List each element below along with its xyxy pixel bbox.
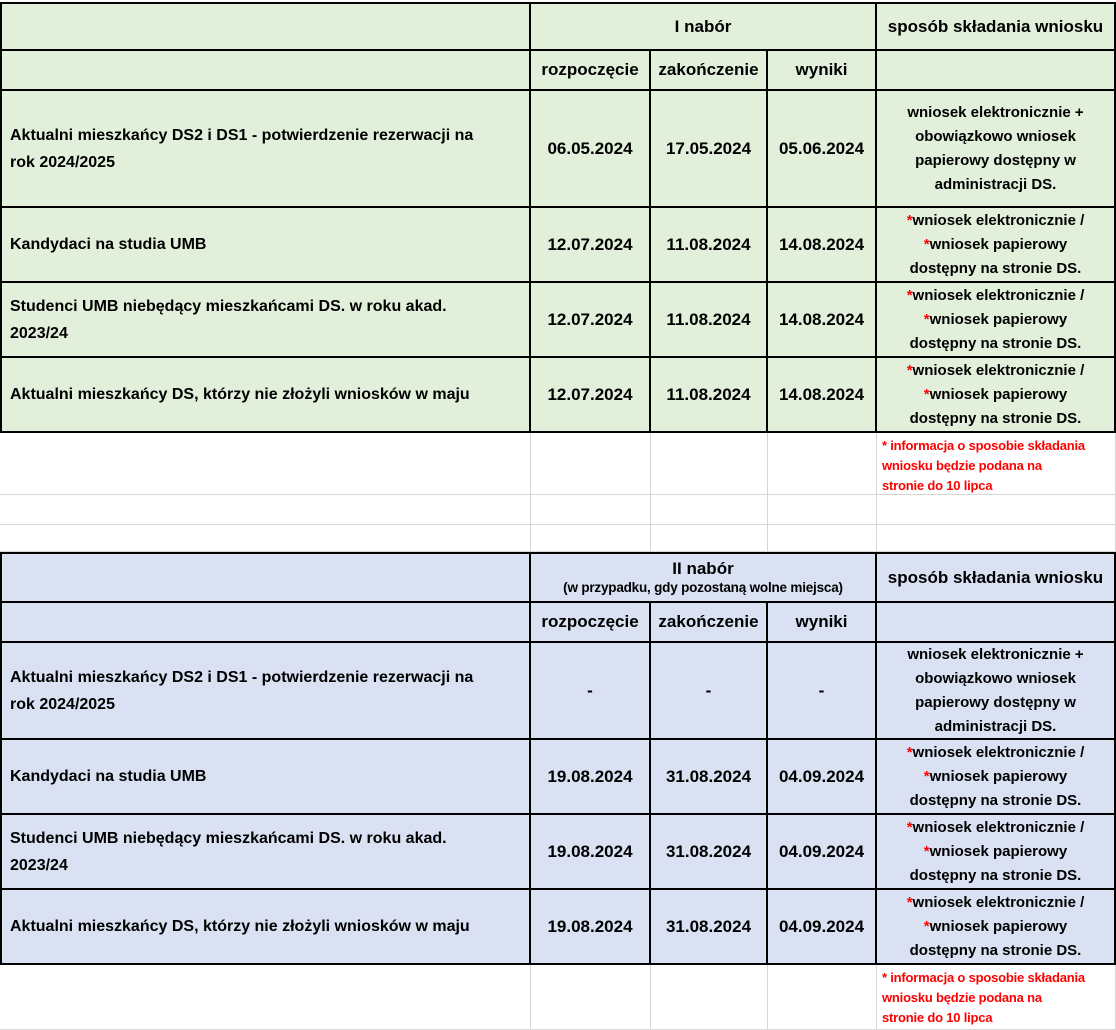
- table-subtitle: (w przypadku, gdy pozostaną wolne miejsca): [563, 580, 843, 595]
- table-row: [0, 208, 1116, 283]
- column-header-zakonczenie: zakończenie: [651, 603, 768, 643]
- table1-body: [0, 91, 1116, 433]
- table-nabor-1: [0, 2, 1116, 433]
- end-date-cell: -: [651, 643, 768, 740]
- end-date-cell: 11.08.2024: [651, 283, 768, 358]
- method-cell: wniosek elektronicznie + obowiązkowo wniosek papierowy dostępny w administracji DS.: [877, 643, 1116, 740]
- note-line: wniosku będzie podana na: [882, 458, 1042, 473]
- end-date-cell: 31.08.2024: [651, 740, 768, 815]
- empty-header-cell: [0, 603, 531, 643]
- header-corner-cell: [0, 552, 531, 603]
- table-title: II nabór: [672, 559, 734, 578]
- table-row: [0, 643, 1116, 740]
- end-date-cell: 11.08.2024: [651, 358, 768, 433]
- red-note-cell: [877, 965, 1116, 1030]
- table1-title-cell: [531, 2, 877, 51]
- start-date-cell: 12.07.2024: [531, 283, 651, 358]
- empty-cell: [768, 525, 877, 552]
- method-cell: *wniosek elektronicznie / *wniosek papierowy dostępny na stronie DS.: [877, 208, 1116, 283]
- table-row: [0, 815, 1116, 890]
- header-corner-cell: [0, 2, 531, 51]
- column-header-wyniki: wyniki: [768, 603, 877, 643]
- table1-header-row-1: [0, 2, 1116, 51]
- table1-header-row-2: [0, 51, 1116, 91]
- note-line: * informacja o sposobie składania: [882, 970, 1085, 985]
- end-date-cell: 31.08.2024: [651, 815, 768, 890]
- note-line: stronie do 10 lipca: [882, 478, 993, 493]
- red-asterisk: *: [906, 286, 913, 304]
- column-header-rozpoczecie: rozpoczęcie: [531, 51, 651, 91]
- start-date-cell: 19.08.2024: [531, 890, 651, 965]
- empty-cell: [768, 495, 877, 525]
- empty-cell: [0, 433, 531, 495]
- table2-body: [0, 643, 1116, 965]
- note-row-1: [0, 433, 1116, 495]
- end-date-cell: 11.08.2024: [651, 208, 768, 283]
- red-asterisk: *: [906, 818, 913, 836]
- note-line: wniosku będzie podana na: [882, 990, 1042, 1005]
- table-row: [0, 358, 1116, 433]
- table-row: [0, 740, 1116, 815]
- empty-cell: [651, 525, 768, 552]
- category-cell: Aktualni mieszkańcy DS, którzy nie złożyli wniosków w maju: [0, 890, 531, 965]
- table-row: [0, 91, 1116, 208]
- column-header-rozpoczecie: rozpoczęcie: [531, 603, 651, 643]
- table-row: [0, 283, 1116, 358]
- empty-cell: [531, 433, 651, 495]
- method-column-header: sposób składania wniosku: [877, 552, 1116, 603]
- empty-cell: [651, 433, 768, 495]
- table2-title-cell: [531, 552, 877, 603]
- results-date-cell: 04.09.2024: [768, 815, 877, 890]
- empty-cell: [531, 495, 651, 525]
- end-date-cell: 17.05.2024: [651, 91, 768, 208]
- empty-cell: [531, 965, 651, 1030]
- category-cell: Studenci UMB niebędący mieszkańcami DS. w roku akad. 2023/24: [0, 283, 531, 358]
- red-asterisk: *: [923, 385, 930, 403]
- red-asterisk: *: [906, 211, 913, 229]
- method-cell: wniosek elektronicznie + obowiązkowo wniosek papierowy dostępny w administracji DS.: [877, 91, 1116, 208]
- empty-cell: [768, 433, 877, 495]
- red-asterisk: *: [906, 743, 913, 761]
- red-asterisk: *: [923, 767, 930, 785]
- empty-cell: [768, 965, 877, 1030]
- red-asterisk: *: [923, 235, 930, 253]
- empty-cell: [531, 525, 651, 552]
- category-cell: Aktualni mieszkańcy DS, którzy nie złożyli wniosków w maju: [0, 358, 531, 433]
- red-asterisk: *: [923, 310, 930, 328]
- results-date-cell: 14.08.2024: [768, 283, 877, 358]
- empty-header-cell: [877, 603, 1116, 643]
- red-note-cell: [877, 433, 1116, 495]
- note-row-2: [0, 965, 1116, 1030]
- empty-cell: [651, 495, 768, 525]
- red-asterisk: *: [906, 361, 913, 379]
- method-column-header: sposób składania wniosku: [877, 2, 1116, 51]
- results-date-cell: -: [768, 643, 877, 740]
- method-cell: *wniosek elektronicznie / *wniosek papierowy dostępny na stronie DS.: [877, 283, 1116, 358]
- table2-header-row-2: [0, 603, 1116, 643]
- empty-cell: [651, 965, 768, 1030]
- table-row: [0, 890, 1116, 965]
- gap-section: [0, 433, 1116, 552]
- empty-cell: [0, 525, 531, 552]
- results-date-cell: 05.06.2024: [768, 91, 877, 208]
- results-date-cell: 04.09.2024: [768, 740, 877, 815]
- start-date-cell: 12.07.2024: [531, 208, 651, 283]
- empty-cell: [877, 525, 1116, 552]
- table2-header-row-1: [0, 552, 1116, 603]
- category-cell: Aktualni mieszkańcy DS2 i DS1 - potwierdzenie rezerwacji na rok 2024/2025: [0, 643, 531, 740]
- start-date-cell: -: [531, 643, 651, 740]
- empty-row: [0, 525, 1116, 552]
- method-cell: *wniosek elektronicznie / *wniosek papierowy dostępny na stronie DS.: [877, 815, 1116, 890]
- empty-header-cell: [877, 51, 1116, 91]
- red-asterisk: *: [906, 893, 913, 911]
- results-date-cell: 14.08.2024: [768, 208, 877, 283]
- category-cell: Studenci UMB niebędący mieszkańcami DS. w roku akad. 2023/24: [0, 815, 531, 890]
- empty-header-cell: [0, 51, 531, 91]
- method-cell: *wniosek elektronicznie / *wniosek papierowy dostępny na stronie DS.: [877, 358, 1116, 433]
- start-date-cell: 12.07.2024: [531, 358, 651, 433]
- table-nabor-2: [0, 552, 1116, 965]
- red-asterisk: *: [923, 842, 930, 860]
- category-cell: Kandydaci na studia UMB: [0, 740, 531, 815]
- note-line: * informacja o sposobie składania: [882, 438, 1085, 453]
- start-date-cell: 19.08.2024: [531, 740, 651, 815]
- start-date-cell: 19.08.2024: [531, 815, 651, 890]
- empty-cell: [0, 965, 531, 1030]
- column-header-wyniki: wyniki: [768, 51, 877, 91]
- results-date-cell: 14.08.2024: [768, 358, 877, 433]
- empty-row: [0, 495, 1116, 525]
- method-cell: *wniosek elektronicznie / *wniosek papierowy dostępny na stronie DS.: [877, 740, 1116, 815]
- note-line: stronie do 10 lipca: [882, 1010, 993, 1025]
- end-date-cell: 31.08.2024: [651, 890, 768, 965]
- category-cell: Aktualni mieszkańcy DS2 i DS1 - potwierdzenie rezerwacji na rok 2024/2025: [0, 91, 531, 208]
- category-cell: Kandydaci na studia UMB: [0, 208, 531, 283]
- results-date-cell: 04.09.2024: [768, 890, 877, 965]
- table-title: I nabór: [674, 16, 732, 36]
- column-header-zakonczenie: zakończenie: [651, 51, 768, 91]
- empty-cell: [877, 495, 1116, 525]
- method-cell: *wniosek elektronicznie / *wniosek papierowy dostępny na stronie DS.: [877, 890, 1116, 965]
- red-asterisk: *: [923, 917, 930, 935]
- empty-cell: [0, 495, 531, 525]
- start-date-cell: 06.05.2024: [531, 91, 651, 208]
